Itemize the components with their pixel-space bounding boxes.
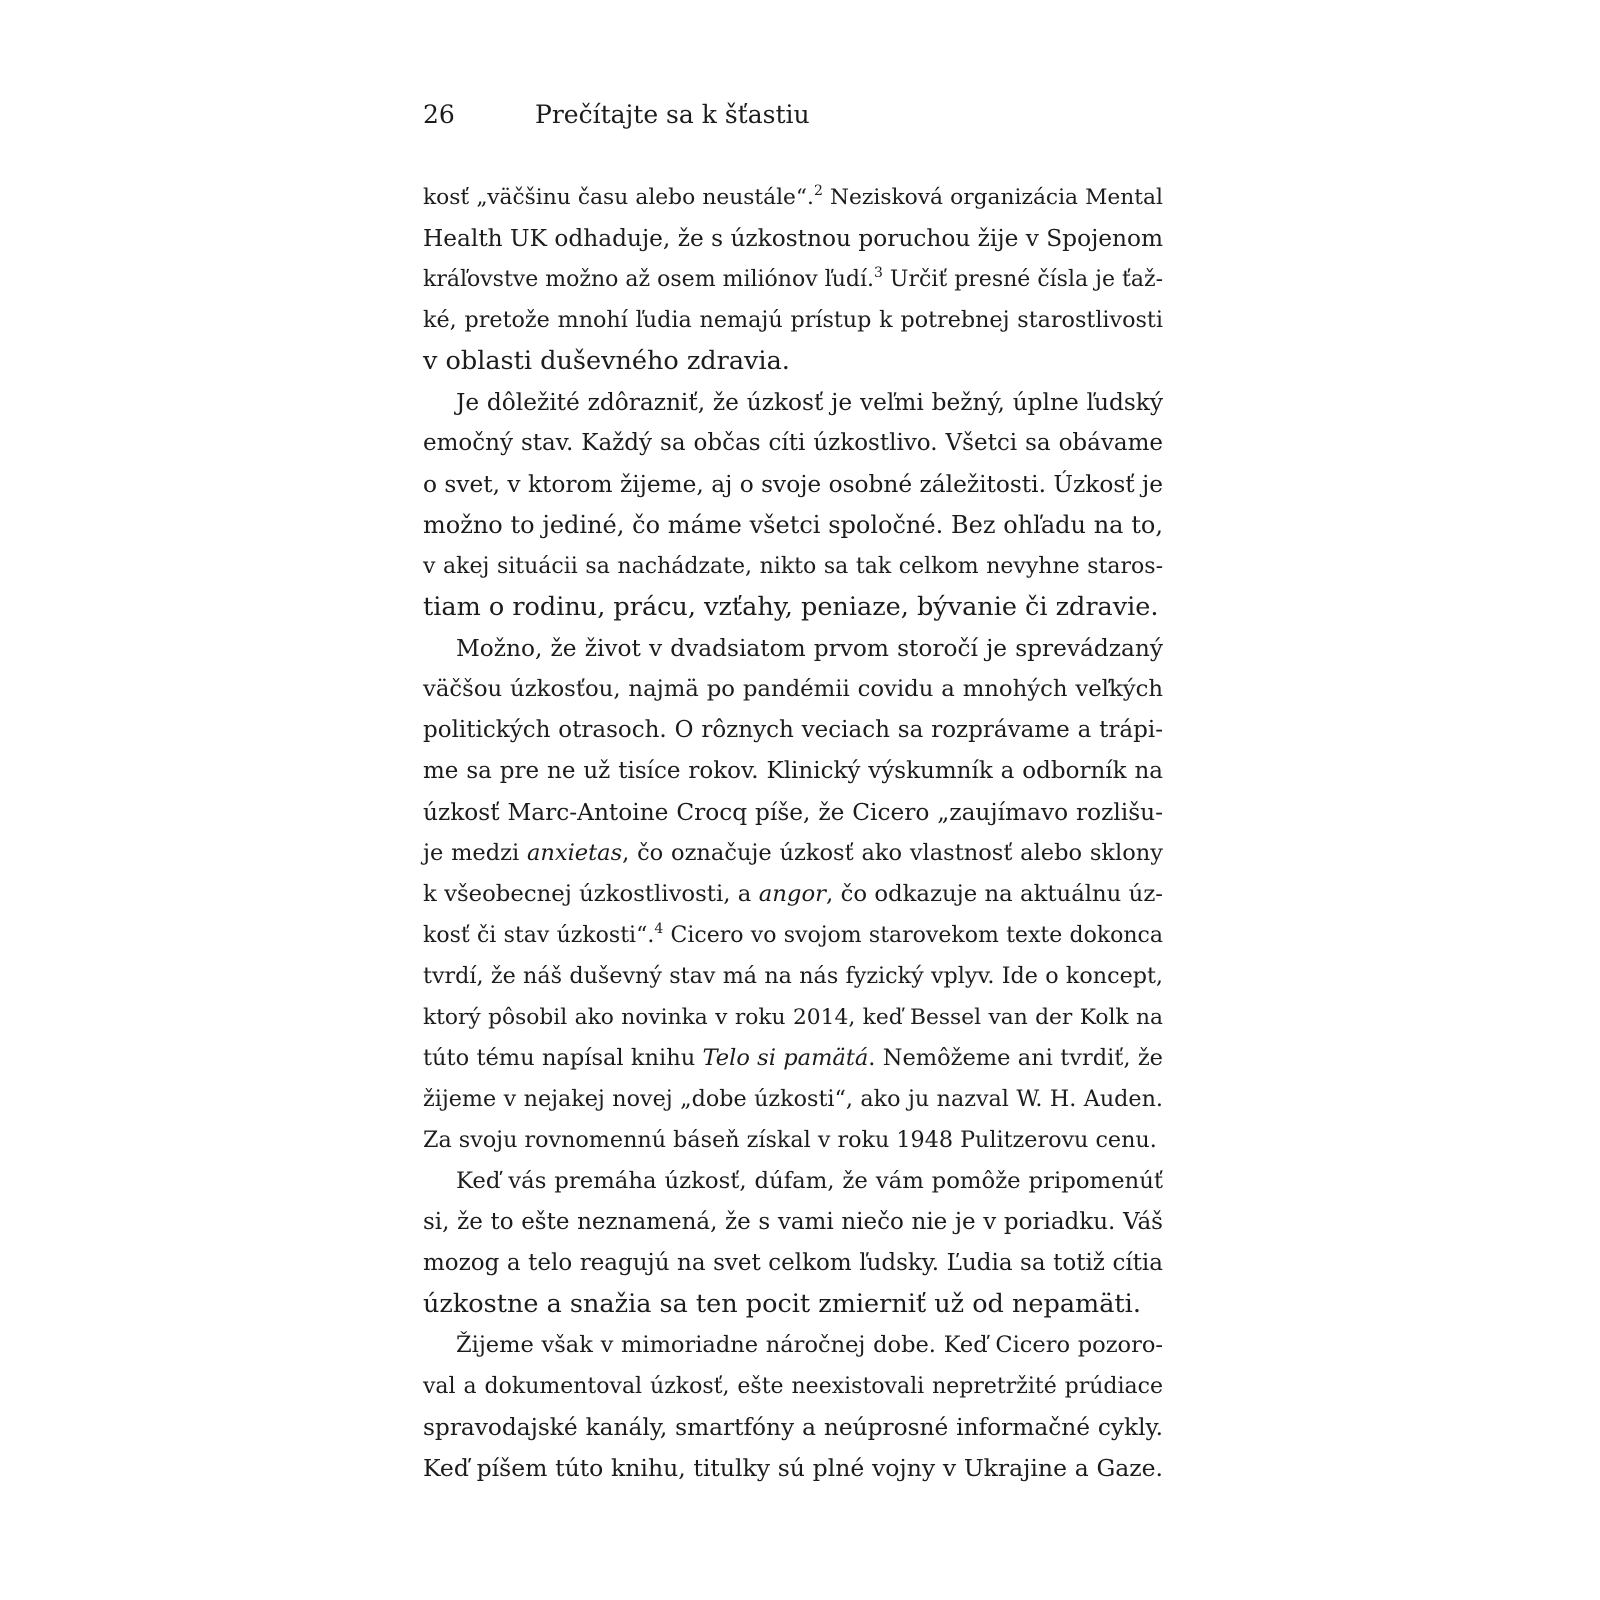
text-line bbox=[423, 300, 1163, 341]
text-segment: Health UK odhaduje, že s úzkostnou poruchou žije v Spojenom bbox=[423, 225, 1164, 252]
text-line bbox=[423, 1243, 1163, 1284]
text-line bbox=[423, 833, 1163, 874]
text-line bbox=[423, 874, 1163, 915]
body-text bbox=[423, 177, 1163, 1489]
text-segment: Keď píšem túto knihu, titulky sú plné vojny v Ukrajine a Gaze. bbox=[423, 1454, 1163, 1482]
text-line bbox=[423, 464, 1163, 505]
text-segment: Cicero vo svojom starovekom texte dokonca bbox=[663, 923, 1163, 948]
text-line bbox=[423, 423, 1163, 464]
text-line bbox=[423, 915, 1163, 956]
text-segment: kráľovstve možno až osem miliónov ľudí. bbox=[423, 267, 874, 292]
running-title: Prečítajte sa k šťastiu bbox=[535, 100, 810, 129]
text-segment: možno to jediné, čo máme všetci spoločné. Bez ohľadu na to, bbox=[423, 511, 1163, 539]
text-line bbox=[423, 587, 1163, 628]
text-segment: mozog a telo reagujú na svet celkom ľudsky. Ľudia sa totiž cítia bbox=[423, 1250, 1163, 1276]
text-segment: spravodajské kanály, smartfóny a neúprosné informačné cykly. bbox=[423, 1414, 1163, 1441]
text-line bbox=[423, 628, 1163, 669]
text-segment: Za svoju rovnomennú báseň získal v roku 1948 Pulitzerovu cenu. bbox=[423, 1127, 1157, 1153]
text-line bbox=[423, 259, 1163, 300]
text-segment: Nezisková organizácia Mental bbox=[822, 185, 1163, 210]
text-line bbox=[423, 1202, 1163, 1243]
text-segment: Je dôležité zdôrazniť, že úzkosť je veľmi bežný, úplne ľudský bbox=[456, 389, 1163, 416]
text-line bbox=[423, 1120, 1163, 1161]
text-line bbox=[423, 546, 1163, 587]
footnote-marker: 2 bbox=[813, 183, 823, 199]
text-segment: tvrdí, že náš duševný stav má na nás fyzický vplyv. Ide o koncept, bbox=[423, 963, 1163, 989]
text-line bbox=[423, 1079, 1163, 1120]
text-segment: kosť „väčšinu času alebo neustále“. bbox=[423, 185, 814, 210]
text-segment: . Nemôžeme ani tvrdiť, že bbox=[868, 1045, 1163, 1071]
text-segment: väčšou úzkosťou, najmä po pandémii covidu a mnohých veľkých bbox=[423, 676, 1163, 702]
text-segment: Určiť presné čísla je ťaž- bbox=[882, 267, 1163, 292]
italic-text: angor bbox=[758, 881, 827, 907]
text-segment: Žijeme však v mimoriadne náročnej dobe. Keď Cicero pozoro- bbox=[456, 1332, 1163, 1358]
text-segment: úzkostne a snažia sa ten pocit zmierniť už od nepamäti. bbox=[423, 1289, 1141, 1319]
text-segment: tiam o rodinu, prácu, vzťahy, peniaze, bývanie či zdravie. bbox=[423, 592, 1159, 622]
text-segment: ké, pretože mnohí ľudia nemajú prístup k potrebnej starostlivosti bbox=[423, 307, 1163, 333]
text-line bbox=[423, 1038, 1163, 1079]
text-line bbox=[423, 1366, 1163, 1407]
text-segment: k všeobecnej úzkostlivosti, a bbox=[423, 881, 759, 907]
text-segment: o svet, v ktorom žijeme, aj o svoje osobné záležitosti. Úzkosť je bbox=[423, 471, 1163, 498]
text-segment: emočný stav. Každý sa občas cíti úzkostlivo. Všetci sa obávame bbox=[423, 430, 1163, 456]
text-segment: si, že to ešte neznamená, že s vami niečo nie je v poriadku. Váš bbox=[423, 1209, 1163, 1235]
text-line bbox=[423, 792, 1163, 833]
footnote-marker: 4 bbox=[654, 921, 664, 937]
text-segment: kosť či stav úzkosti“. bbox=[423, 923, 655, 948]
text-segment: Možno, že život v dvadsiatom prvom storočí je sprevádzaný bbox=[456, 635, 1163, 662]
text-line bbox=[423, 669, 1163, 710]
text-segment: v akej situácii sa nachádzate, nikto sa tak celkom nevyhne staros- bbox=[423, 554, 1163, 579]
footnote-marker: 3 bbox=[873, 265, 883, 281]
text-line bbox=[423, 997, 1163, 1038]
text-segment: je medzi bbox=[423, 840, 528, 866]
text-line bbox=[423, 382, 1163, 423]
text-segment: v oblasti duševného zdravia. bbox=[423, 346, 790, 376]
running-head bbox=[423, 98, 1163, 132]
text-segment: Keď vás premáha úzkosť, dúfam, že vám pomôže pripomenúť bbox=[456, 1168, 1163, 1194]
italic-text: Telo si pamätá bbox=[702, 1045, 869, 1071]
text-segment: val a dokumentoval úzkosť, ešte neexistovali nepretržité prúdiace bbox=[423, 1374, 1163, 1399]
text-line bbox=[423, 751, 1163, 792]
text-line bbox=[423, 505, 1163, 546]
text-segment: ktorý pôsobil ako novinka v roku 2014, keď Bessel van der Kolk na bbox=[423, 1005, 1163, 1030]
text-segment: , čo odkazuje na aktuálnu úz- bbox=[826, 881, 1163, 907]
text-line bbox=[423, 1284, 1163, 1325]
page-number: 26 bbox=[423, 100, 455, 129]
text-line bbox=[423, 1161, 1163, 1202]
text-segment: túto tému napísal knihu bbox=[423, 1045, 703, 1071]
text-segment: úzkosť Marc-Antoine Crocq píše, že Cicero „zaujímavo rozlišu- bbox=[423, 799, 1163, 826]
text-segment: politických otrasoch. O rôznych veciach sa rozprávame a trápi- bbox=[423, 717, 1163, 743]
text-line bbox=[423, 218, 1163, 259]
text-line bbox=[423, 1407, 1163, 1448]
text-segment: žijeme v nejakej novej „dobe úzkosti“, ako ju nazval W. H. Auden. bbox=[423, 1086, 1163, 1112]
text-line bbox=[423, 1325, 1163, 1366]
text-segment: me sa pre ne už tisíce rokov. Klinický výskumník a odborník na bbox=[423, 758, 1163, 784]
text-line bbox=[423, 1448, 1163, 1489]
italic-text: anxietas bbox=[527, 840, 623, 866]
text-segment: , čo označuje úzkosť ako vlastnosť alebo sklony bbox=[622, 840, 1163, 866]
text-line bbox=[423, 177, 1163, 218]
text-line bbox=[423, 710, 1163, 751]
text-line bbox=[423, 956, 1163, 997]
text-line bbox=[423, 341, 1163, 382]
